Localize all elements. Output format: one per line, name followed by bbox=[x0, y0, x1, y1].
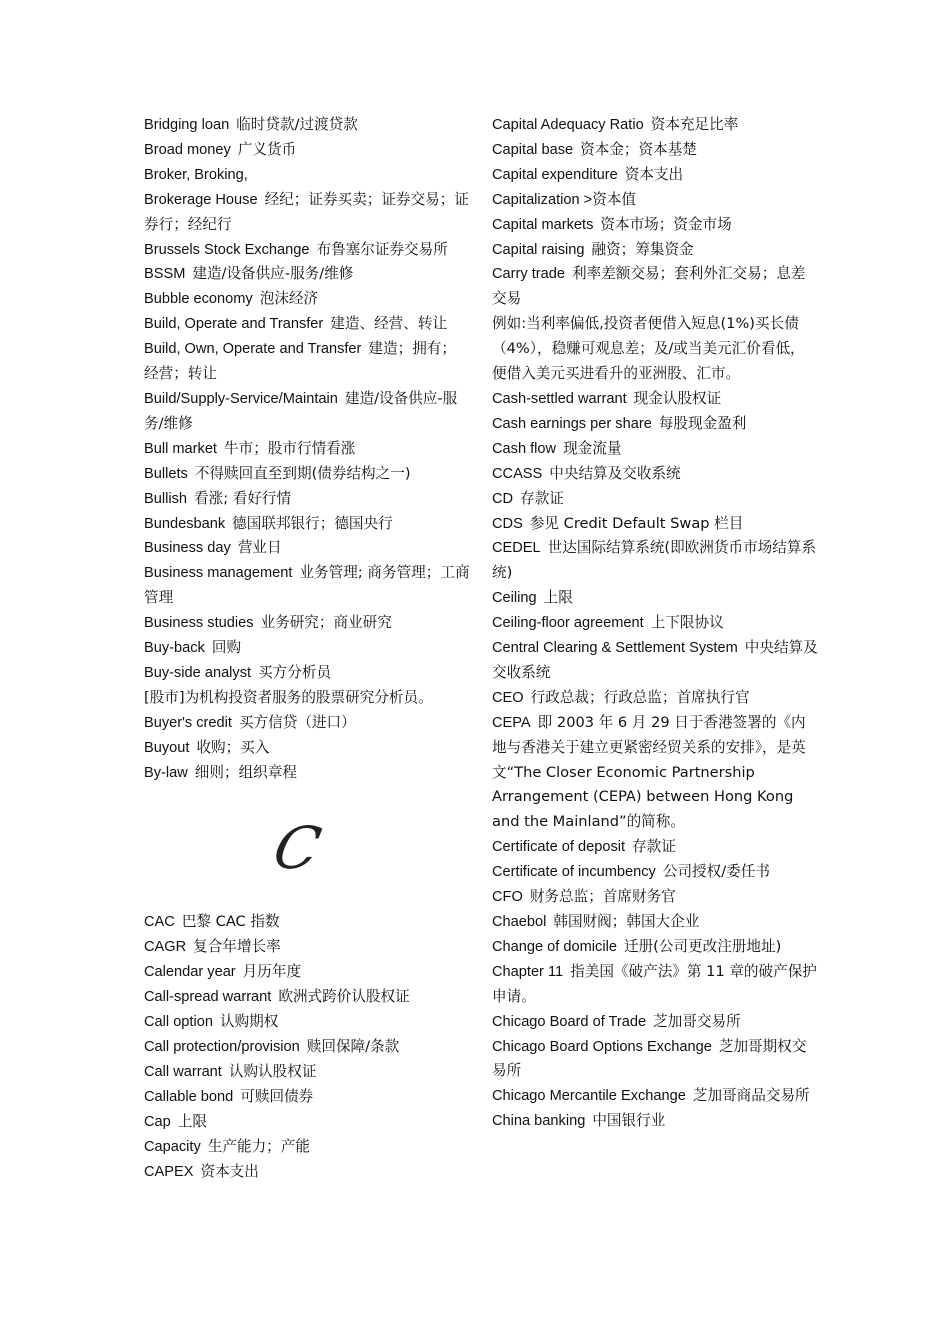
entry-term: Callable bond bbox=[144, 1088, 234, 1105]
entry-translation: 资本充足比率 bbox=[650, 116, 739, 133]
glossary-entry bbox=[492, 163, 818, 188]
entry-translation: 业务管理; 商务管理；工商管理 bbox=[144, 564, 470, 607]
glossary-entry bbox=[492, 860, 818, 885]
entry-translation: 生产能力；产能 bbox=[207, 1137, 310, 1155]
entry-translation: 利率差额交易；套利外汇交易；息差交易 bbox=[492, 265, 806, 308]
entry-term: Buyout bbox=[144, 739, 190, 756]
entry-translation: 可赎回债券 bbox=[240, 1087, 314, 1105]
entry-translation: 布鲁塞尔证券交易所 bbox=[316, 240, 448, 258]
entry-translation: 芝加哥商品交易所 bbox=[692, 1087, 810, 1105]
glossary-entry bbox=[492, 1084, 818, 1109]
entry-term: Capital expenditure bbox=[492, 166, 618, 183]
entry-term: Calendar year bbox=[144, 964, 236, 981]
entry-term: CAPEX bbox=[144, 1163, 194, 1180]
entry-term: Bullets bbox=[144, 465, 188, 482]
glossary-entry bbox=[492, 910, 818, 935]
entry-term: Bullish bbox=[144, 490, 187, 507]
glossary-entry bbox=[492, 536, 818, 586]
glossary-entry bbox=[492, 935, 818, 960]
entry-translation: 每股现金盈利 bbox=[658, 414, 747, 432]
entry-translation: 建造；拥有；经营；转让 bbox=[144, 340, 456, 383]
entry-term: CEDEL bbox=[492, 540, 541, 557]
entry-term: Broker, Broking, bbox=[144, 166, 248, 183]
entry-translation: 资本金；资本基楚 bbox=[580, 140, 697, 158]
entry-term: Chapter 11 bbox=[492, 963, 564, 980]
entry-term: Call-spread warrant bbox=[144, 989, 272, 1006]
glossary-entry bbox=[144, 1035, 470, 1060]
glossary-entry bbox=[492, 113, 818, 138]
entry-translation: 买方信贷（进口） bbox=[238, 713, 356, 731]
entry-translation: 认购期权 bbox=[219, 1013, 279, 1031]
entry-translation: 看涨; 看好行情 bbox=[194, 489, 292, 507]
entry-term: CD bbox=[492, 490, 514, 507]
entry-term: CAGR bbox=[144, 939, 187, 956]
entry-translation: 资本支出 bbox=[624, 165, 684, 183]
glossary-entry bbox=[144, 312, 470, 337]
glossary-entry bbox=[144, 262, 470, 287]
entry-translation: 收购；买入 bbox=[196, 738, 270, 756]
entry-term: Cash-settled warrant bbox=[492, 390, 627, 407]
entry-translation: 经纪；证券买卖；证券交易；证券行；经纪行 bbox=[144, 190, 469, 233]
entry-term: Bull market bbox=[144, 440, 217, 457]
entry-term: China banking bbox=[492, 1113, 586, 1130]
glossary-entry bbox=[144, 636, 470, 661]
entry-term: Certificate of deposit bbox=[492, 839, 626, 856]
glossary-entry bbox=[492, 835, 818, 860]
entry-translation: 芝加哥期权交易所 bbox=[492, 1037, 807, 1080]
glossary-entry bbox=[492, 885, 818, 910]
glossary-entry bbox=[144, 661, 470, 686]
glossary-entry bbox=[492, 1010, 818, 1035]
entry-translation: 建造/设备供应-服务/维修 bbox=[144, 389, 458, 432]
entry-translation: 存款证 bbox=[632, 838, 676, 856]
glossary-entry bbox=[492, 412, 818, 437]
entry-translation: 现金认股权证 bbox=[633, 389, 722, 407]
entry-translation: 资本支出 bbox=[200, 1162, 259, 1180]
section-letter-c bbox=[144, 785, 470, 910]
glossary-entry bbox=[144, 711, 470, 736]
entry-term: Capital base bbox=[492, 141, 574, 158]
entry-term: CCASS bbox=[492, 465, 543, 482]
glossary-entry bbox=[144, 337, 470, 387]
entry-translation: 即 2003 年 6 月 29 日于香港签署的《内地与香港关于建立更紧密经贸关系的安排》，是英文“The Closer Economic Partnership Arrangement (CEPA) between Hong Kong and the Mainland”的简称。 bbox=[492, 713, 806, 831]
glossary-entry bbox=[144, 561, 470, 611]
glossary-list-b-end bbox=[144, 711, 470, 786]
entry-term: Carry trade bbox=[492, 266, 565, 283]
entry-term: Brussels Stock Exchange bbox=[144, 241, 310, 258]
glossary-entry bbox=[492, 138, 818, 163]
entry-term: Chicago Board of Trade bbox=[492, 1013, 647, 1030]
glossary-entry bbox=[144, 736, 470, 761]
entry-translation: 芝加哥交易所 bbox=[653, 1012, 741, 1030]
glossary-entry bbox=[492, 711, 818, 836]
entry-translation: 融资；筹集资金 bbox=[591, 240, 694, 258]
entry-translation: 上限 bbox=[543, 589, 573, 607]
entry-term: CEO bbox=[492, 689, 524, 706]
entry-translation: 中国银行业 bbox=[592, 1112, 666, 1130]
entry-term: Broad money bbox=[144, 141, 231, 158]
glossary-entry bbox=[492, 238, 818, 263]
glossary-entry bbox=[144, 985, 470, 1010]
entry-translation: 中央结算及交收系统 bbox=[492, 639, 818, 681]
entry-term: Call warrant bbox=[144, 1063, 222, 1080]
entry-translation: 资本市场；资金市场 bbox=[600, 215, 732, 233]
entry-term: By-law bbox=[144, 764, 188, 781]
entry-translation: 买方分析员 bbox=[258, 663, 332, 681]
entry-translation: 存款证 bbox=[520, 489, 564, 507]
entry-translation: 德国联邦银行；德国央行 bbox=[232, 514, 393, 532]
entry-term: CEPA bbox=[492, 714, 531, 731]
entry-term: Build, Operate and Transfer bbox=[144, 316, 324, 333]
entry-translation: 欧洲式跨价认股权证 bbox=[278, 988, 410, 1006]
entry-term: Certificate of incumbency bbox=[492, 864, 656, 881]
glossary-entry bbox=[492, 213, 818, 238]
glossary-entry bbox=[492, 1035, 818, 1085]
glossary-entry bbox=[144, 512, 470, 537]
glossary-entry bbox=[144, 761, 470, 786]
right-column bbox=[492, 113, 818, 1134]
entry-translation: 建造、经营、转让 bbox=[330, 315, 448, 333]
entry-term: Ceiling-floor agreement bbox=[492, 615, 644, 632]
entry-term: Business management bbox=[144, 565, 293, 582]
entry-term: Cash flow bbox=[492, 440, 557, 457]
glossary-list-capital bbox=[492, 113, 818, 312]
entry-translation: 临时贷款/过渡贷款 bbox=[236, 116, 358, 133]
entry-translation: 赎回保障/条款 bbox=[306, 1038, 400, 1055]
entry-translation: 现金流量 bbox=[563, 439, 622, 457]
entry-term: Buy-back bbox=[144, 640, 205, 657]
entry-term: Central Clearing & Settlement System bbox=[492, 640, 738, 657]
glossary-entry bbox=[144, 437, 470, 462]
entry-translation: 巴黎 CAC 指数 bbox=[181, 913, 280, 931]
glossary-entry bbox=[144, 960, 470, 985]
entry-translation: 上限 bbox=[177, 1112, 207, 1130]
glossary-entry bbox=[144, 287, 470, 312]
glossary-list-b bbox=[144, 113, 470, 686]
entry-term: Capital raising bbox=[492, 241, 585, 258]
glossary-list-cash-china bbox=[492, 387, 818, 1134]
entry-term: Chaebol bbox=[492, 914, 547, 930]
glossary-entry bbox=[492, 437, 818, 462]
glossary-entry bbox=[492, 512, 818, 537]
entry-translation: 建造/设备供应-服务/维修 bbox=[192, 265, 354, 283]
entry-translation: 公司授权/委任书 bbox=[662, 863, 770, 881]
glossary-entry bbox=[144, 1010, 470, 1035]
entry-translation: 财务总监；首席财务官 bbox=[529, 888, 676, 906]
glossary-entry bbox=[492, 686, 818, 711]
glossary-entry bbox=[492, 611, 818, 636]
entry-translation: 广义货币 bbox=[237, 140, 297, 158]
glossary-entry bbox=[144, 910, 470, 935]
entry-term: Call protection/provision bbox=[144, 1039, 300, 1055]
entry-translation: 复合年增长率 bbox=[193, 938, 281, 956]
entry-translation: 迁册(公司更改注册地址) bbox=[623, 937, 782, 955]
glossary-entry bbox=[144, 611, 470, 636]
entry-translation: 认购认股权证 bbox=[228, 1062, 317, 1080]
entry-term: Build, Own, Operate and Transfer bbox=[144, 341, 362, 358]
entry-term: Chicago Mercantile Exchange bbox=[492, 1088, 686, 1105]
entry-term: Change of domicile bbox=[492, 938, 617, 955]
entry-term: Call option bbox=[144, 1014, 213, 1031]
entry-term: Capacity bbox=[144, 1138, 201, 1155]
glossary-entry bbox=[144, 238, 470, 263]
entry-term: Cash earnings per share bbox=[492, 415, 652, 432]
glossary-entry bbox=[144, 1160, 470, 1185]
entry-term: Chicago Board Options Exchange bbox=[492, 1038, 712, 1055]
entry-translation: 世达国际结算系统(即欧洲货币市场结算系统) bbox=[492, 539, 817, 582]
glossary-entry bbox=[144, 163, 470, 188]
glossary-entry bbox=[492, 188, 818, 213]
entry-translation: 中央结算及交收系统 bbox=[549, 464, 681, 482]
entry-term: CFO bbox=[492, 889, 523, 906]
entry-translation: 上下限协议 bbox=[650, 614, 724, 632]
entry-translation: 业务研究；商业研究 bbox=[260, 614, 392, 632]
entry-term: Business studies bbox=[144, 615, 254, 632]
entry-term: Bubble economy bbox=[144, 291, 253, 308]
entry-term: Cap bbox=[144, 1113, 171, 1130]
entry-term: Build/Supply-Service/Maintain bbox=[144, 390, 338, 407]
entry-translation: 行政总裁；行政总监；首席执行官 bbox=[530, 688, 750, 706]
section-letter: C bbox=[267, 813, 327, 882]
entry-translation: 营业日 bbox=[237, 539, 282, 557]
entry-translation: 月历年度 bbox=[242, 963, 302, 981]
entry-term: Brokerage House bbox=[144, 191, 258, 208]
entry-term: Bridging loan bbox=[144, 117, 230, 133]
left-column bbox=[144, 113, 470, 1184]
glossary-note: [股市]为机构投资者服务的股票研究分析员。 bbox=[144, 688, 433, 706]
entry-term: Buyer's credit bbox=[144, 714, 232, 731]
entry-term: Buy-side analyst bbox=[144, 664, 252, 681]
glossary-entry bbox=[492, 586, 818, 611]
entry-term: Capital Adequacy Ratio bbox=[492, 117, 644, 133]
glossary-entry bbox=[144, 138, 470, 163]
glossary-entry bbox=[492, 387, 818, 412]
glossary-entry bbox=[144, 935, 470, 960]
entry-term: Bundesbank bbox=[144, 515, 226, 532]
glossary-entry bbox=[144, 1085, 470, 1110]
glossary-entry bbox=[144, 487, 470, 512]
glossary-entry bbox=[492, 1109, 818, 1134]
glossary-entry bbox=[492, 462, 818, 487]
glossary-entry bbox=[144, 1060, 470, 1085]
entry-term: CAC bbox=[144, 914, 175, 931]
glossary-entry bbox=[144, 1110, 470, 1135]
entry-translation: 韩国财阀；韩国大企业 bbox=[553, 913, 700, 930]
glossary-entry bbox=[492, 960, 818, 1010]
glossary-entry bbox=[144, 1135, 470, 1160]
entry-translation: 指美国《破产法》第 11 章的破产保护申请。 bbox=[492, 962, 817, 1005]
glossary-entry bbox=[144, 462, 470, 487]
entry-translation: 细则；组织章程 bbox=[194, 763, 297, 781]
entry-term: Business day bbox=[144, 540, 231, 557]
glossary-entry bbox=[492, 636, 818, 686]
entry-translation: 参见 Credit Default Swap 栏目 bbox=[529, 514, 744, 532]
entry-translation: 不得赎回直至到期(债券结构之一) bbox=[194, 464, 411, 482]
entry-term: Capitalization >资本值 bbox=[492, 191, 636, 208]
glossary-entry bbox=[144, 536, 470, 561]
entry-translation: 泡沫经济 bbox=[259, 290, 319, 308]
glossary-entry bbox=[144, 188, 470, 238]
glossary-note: 例如:当利率偏低,投资者便借入短息(1%)买长债（4%），稳赚可观息差；及/或当美元汇价看低，便借入美元买进看升的亚洲股、汇市。 bbox=[492, 315, 805, 383]
entry-term: BSSM bbox=[144, 266, 186, 283]
entry-term: Ceiling bbox=[492, 590, 537, 607]
entry-term: Capital markets bbox=[492, 216, 594, 233]
glossary-list-c bbox=[144, 910, 470, 1184]
entry-translation: 牛市；股市行情看涨 bbox=[224, 439, 356, 457]
entry-translation: 回购 bbox=[211, 639, 242, 657]
glossary-entry bbox=[144, 387, 470, 437]
glossary-entry bbox=[144, 113, 470, 138]
entry-term: CDS bbox=[492, 515, 523, 532]
glossary-entry bbox=[492, 487, 818, 512]
glossary-entry bbox=[492, 262, 818, 312]
